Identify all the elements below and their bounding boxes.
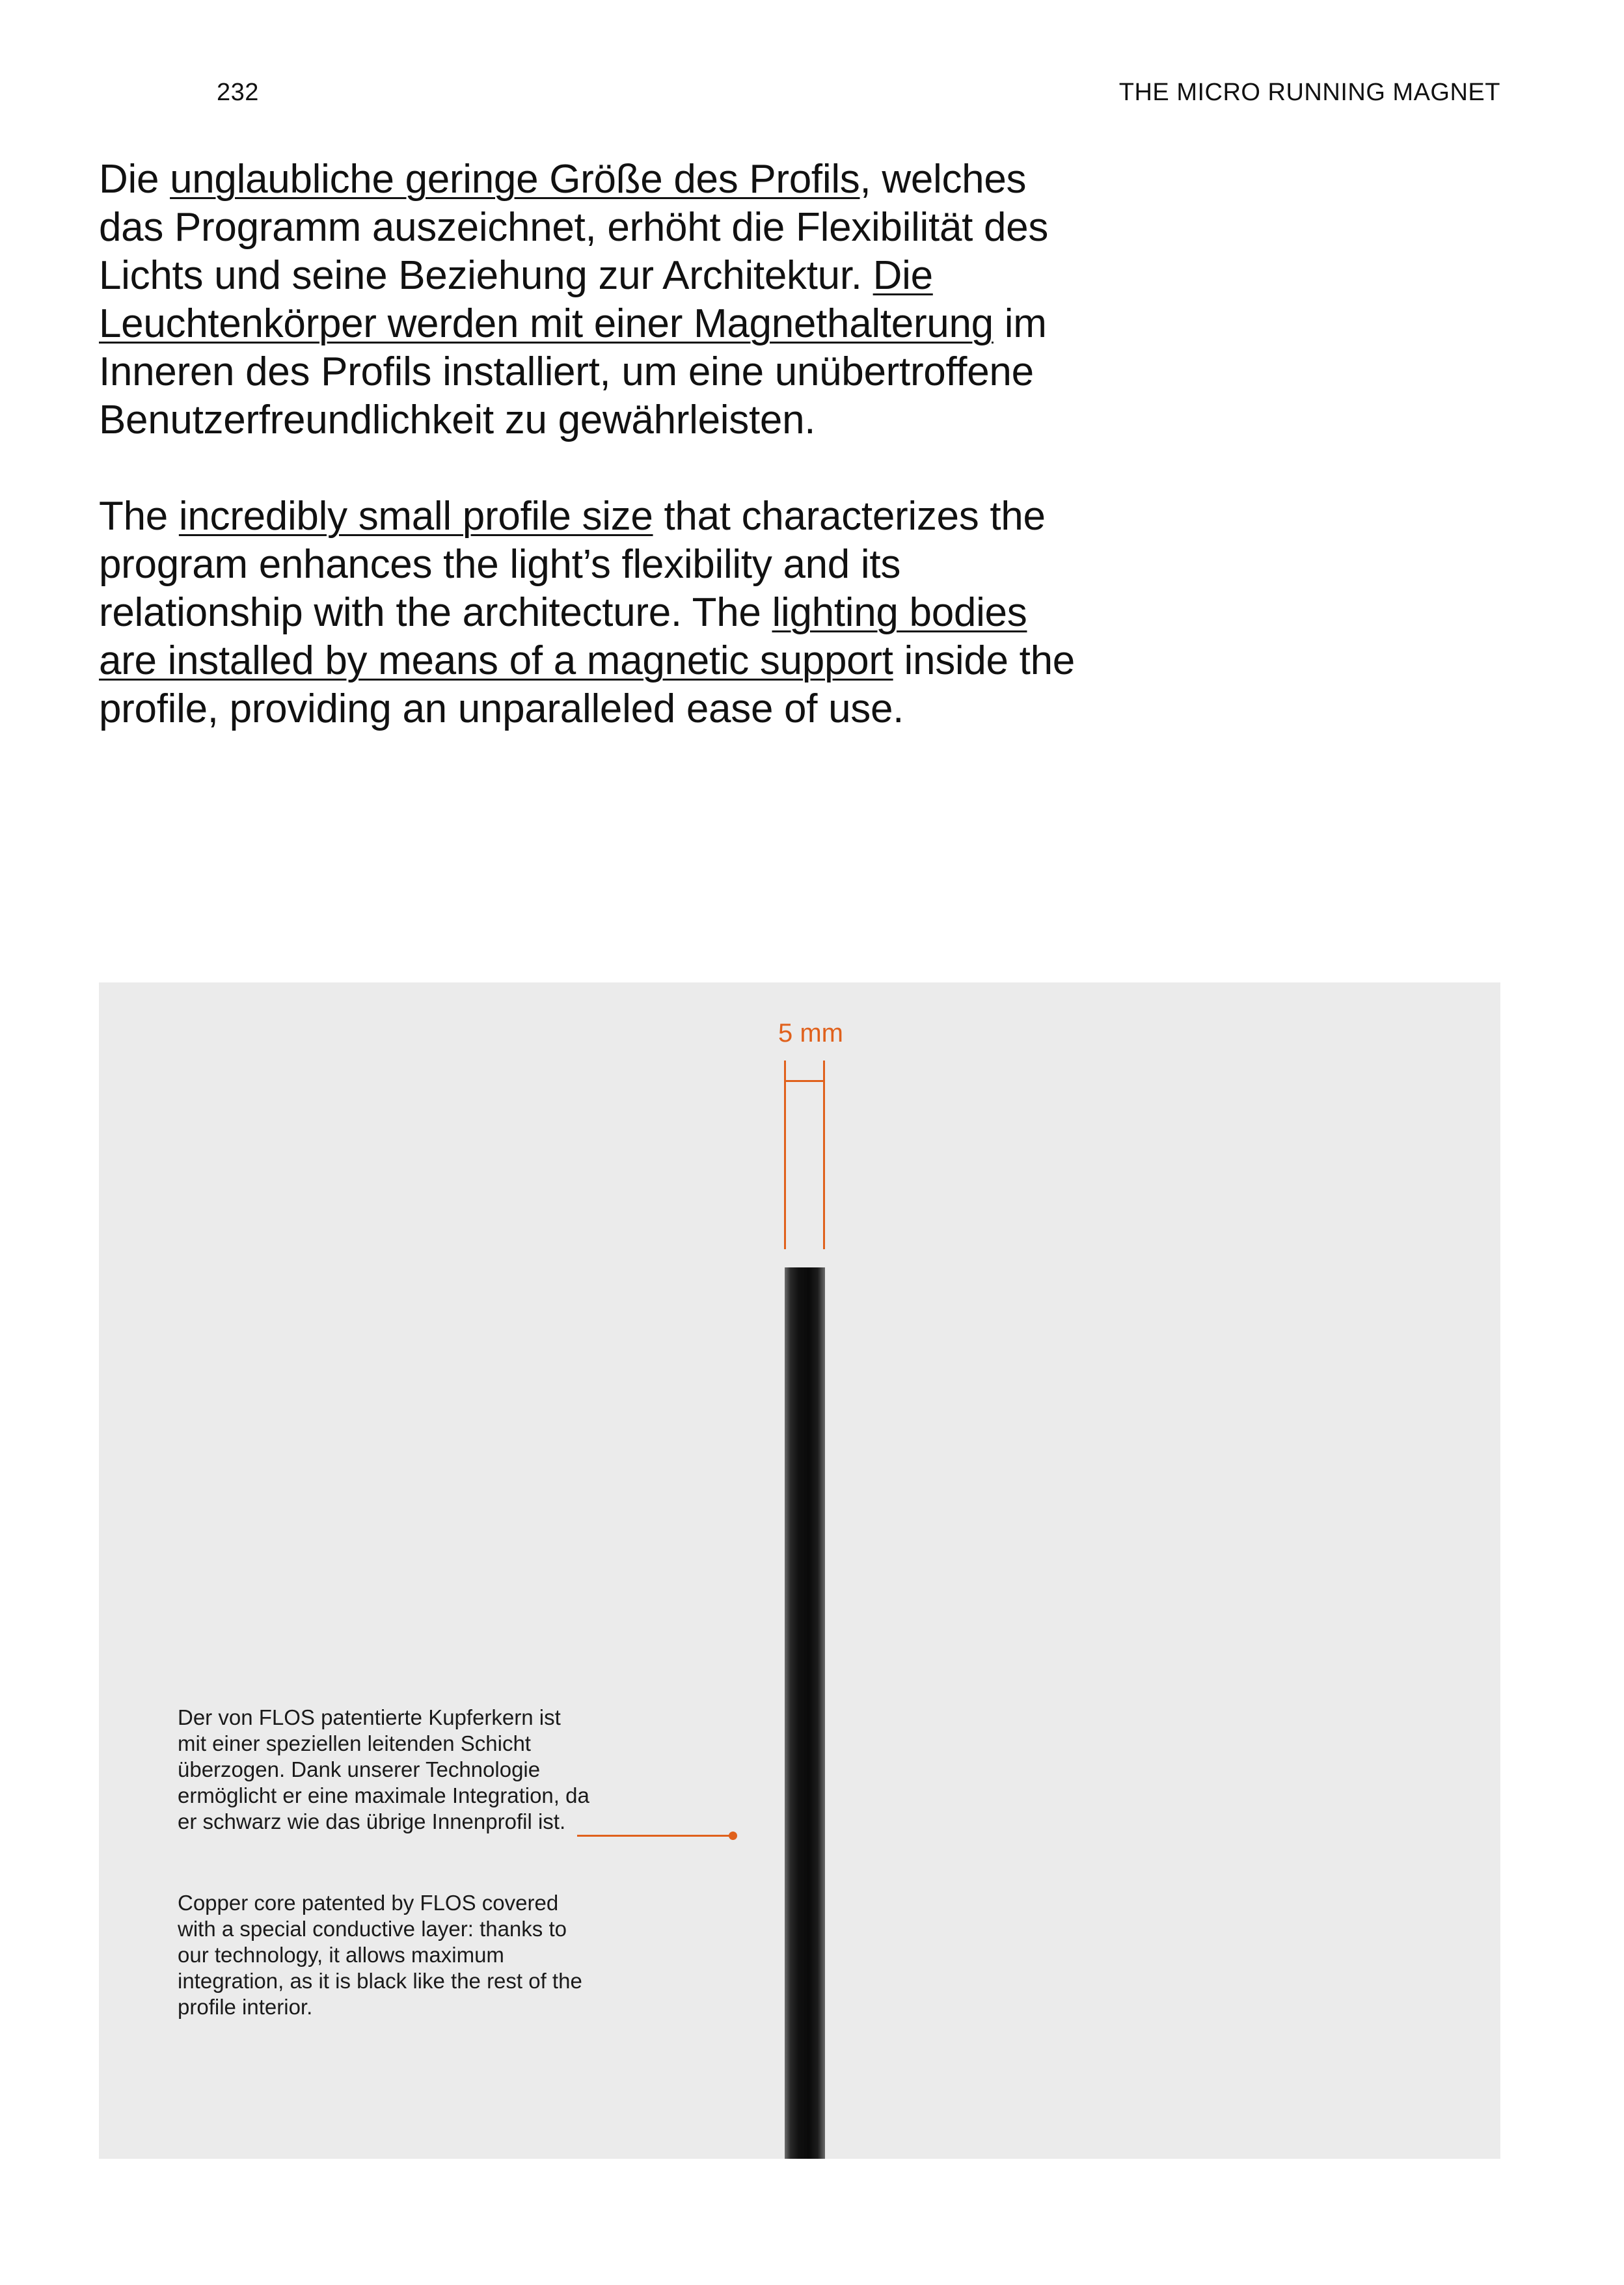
dimension-extension-line-left	[784, 1061, 786, 1249]
intro-en-underlined-1: incredibly small profile size	[178, 494, 653, 539]
intro-de-underlined-1: unglaubliche geringe Größe des Profils	[170, 157, 860, 202]
copper-core-profile	[785, 1267, 825, 2159]
intro-de-text-3: im Inneren des Profils installiert, um eine unübertroffene Benutzerfreundlichkeit zu gewährleisten.	[99, 301, 1047, 442]
intro-en-text-3: inside the profile, providing an unparalleled ease of use.	[99, 638, 1075, 731]
intro-en-text-1: The	[99, 494, 179, 539]
caption-english: Copper core patented by FLOS covered with a special conductive layer: thanks to our technology, it allows maximum integration, as it is black like the rest of the profile interior.	[178, 1891, 582, 2019]
intro-de-text-1: Die	[99, 157, 170, 202]
intro-paragraph-german	[99, 155, 1075, 444]
intro-de-underlined-2: Die Leuchtenkörper werden mit einer Magnethalterung	[99, 253, 994, 346]
dimension-line	[784, 1080, 825, 1082]
caption-leader-line	[577, 1835, 732, 1837]
dimension-extension-line-right	[823, 1061, 825, 1249]
intro-en-text-2: that characterizes the program enhances the light’s flexibility and its relationship with the architecture. The	[99, 494, 1046, 635]
page-number: 232	[217, 79, 259, 106]
intro-de-text-2: , welches das Programm auszeichnet, erhöht die Flexibilität des Lichts und seine Beziehung zur Architektur.	[99, 157, 1049, 298]
intro-en-underlined-2: lighting bodies are installed by means of a magnetic support	[99, 590, 1027, 683]
caption-leader-dot	[729, 1832, 737, 1840]
caption-german: Der von FLOS patentierte Kupferkern ist mit einer speziellen leitenden Schicht überzogen. Dank unserer Technologie ermöglicht er eine maximale Integration, da er schwarz wie das übrige Innenprofil ist.	[178, 1705, 589, 1833]
dimension-label: 5 mm	[778, 1019, 843, 1048]
profile-illustration	[99, 982, 1500, 2159]
intro-paragraph-english	[99, 493, 1075, 733]
running-title: THE MICRO RUNNING MAGNET	[1118, 79, 1500, 106]
